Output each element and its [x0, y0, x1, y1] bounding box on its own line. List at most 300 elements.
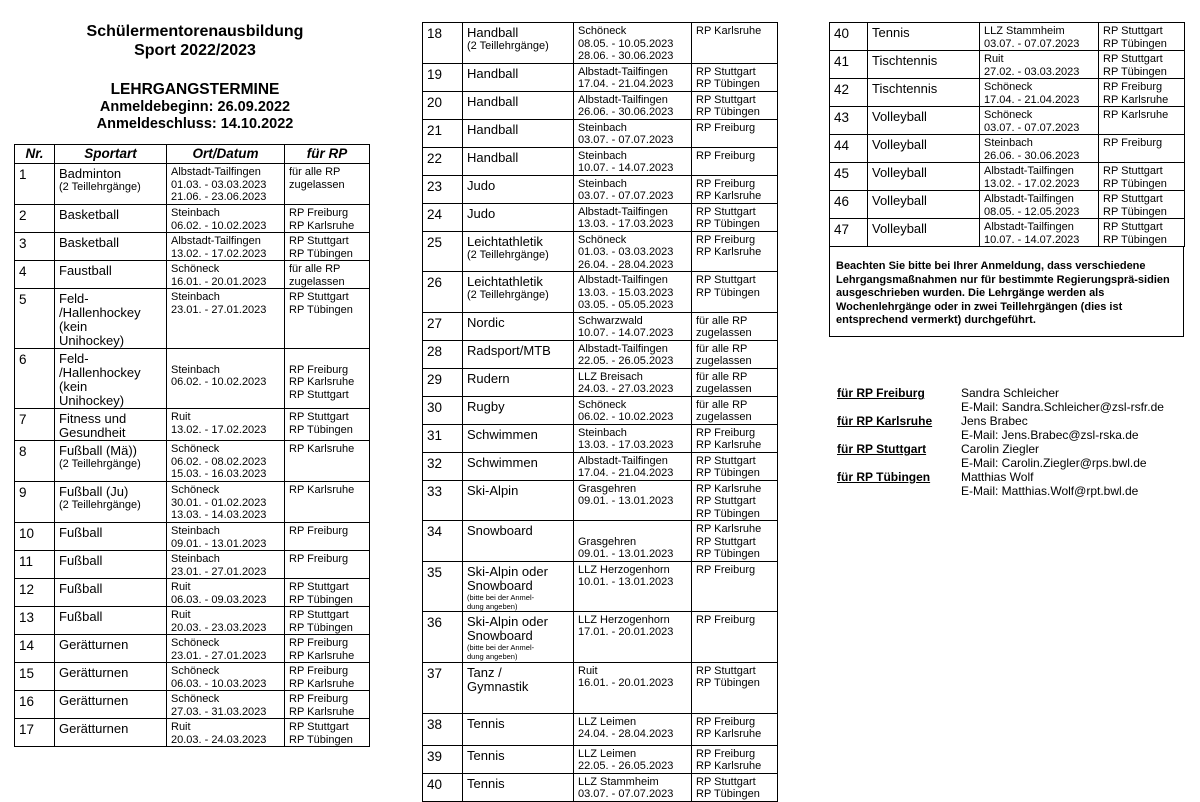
- course-location-date: [574, 231, 692, 272]
- course-sport: [55, 691, 167, 719]
- course-rp: [1099, 23, 1185, 51]
- course-rp: [1099, 51, 1185, 79]
- course-location-date: [574, 521, 692, 562]
- table-row: [15, 289, 370, 349]
- course-number: [830, 79, 868, 107]
- course-rp: [285, 691, 370, 719]
- course-number-text: 34: [427, 524, 443, 539]
- course-sport-text: Tennis: [872, 25, 910, 40]
- course-number: [15, 691, 55, 719]
- table-row: [423, 147, 778, 175]
- registration-end: Anmeldeschluss: 14.10.2022: [96, 116, 294, 132]
- course-number: [15, 523, 55, 551]
- course-location-date-text: Schöneck 06.03. - 10.03.2023: [171, 665, 267, 690]
- header-rp: für RP: [285, 145, 370, 164]
- table-row: [423, 312, 778, 340]
- course-sport: [463, 424, 574, 452]
- contact-freiburg: [837, 386, 1164, 414]
- table-row: [15, 233, 370, 261]
- course-sport-text: Tanz / Gymnastik: [467, 664, 529, 694]
- course-sport-text: Judo: [467, 205, 496, 221]
- course-rp: [285, 349, 370, 409]
- course-sport: [463, 521, 574, 562]
- course-rp-text: RP Karlsruhe: [696, 25, 762, 37]
- table-row: [423, 424, 778, 452]
- course-sport-text: Ski-Alpin oder Snowboard: [467, 613, 548, 643]
- course-sport-text: Ski-Alpin oder Snowboard: [467, 563, 548, 593]
- table-row: [423, 203, 778, 231]
- course-number: [423, 63, 463, 91]
- contact-email: E-Mail: Carolin.Ziegler@rps.bwl.de: [961, 456, 1147, 470]
- course-sport-sub: (2 Teillehrgänge): [59, 499, 141, 511]
- course-location-date-text: Albstadt-Tailfingen 08.05. - 12.05.2023: [984, 193, 1080, 218]
- table-row: [423, 340, 778, 368]
- table-row: [15, 607, 370, 635]
- course-location-date-text: Ruit 16.01. - 20.01.2023: [578, 664, 674, 689]
- table-row: [423, 773, 778, 801]
- course-location-date-text: LLZ Stammheim 03.07. - 07.07.2023: [578, 775, 674, 800]
- course-number-text: 44: [834, 138, 850, 153]
- table-row: [15, 205, 370, 233]
- table-row: [15, 164, 370, 205]
- course-location-date: [980, 23, 1099, 51]
- course-location-date-text: Albstadt-Tailfingen 17.04. - 21.04.2023: [578, 454, 674, 479]
- course-sport-text: Tischtennis: [872, 53, 938, 68]
- course-sport-text: Handball: [467, 65, 519, 81]
- course-rp-text: RP Freiburg RP Karlsruhe: [289, 693, 355, 718]
- course-sport-text: Leichtathletik: [467, 274, 543, 289]
- course-sport-text: Badminton: [59, 166, 122, 181]
- course-sport: [55, 607, 167, 635]
- course-sport-text: Handball: [467, 93, 519, 109]
- table-row: [15, 523, 370, 551]
- course-rp-text: RP Stuttgart RP Tübingen: [289, 609, 353, 634]
- course-rp-text: RP Freiburg RP Karlsruhe: [696, 426, 762, 451]
- course-number-text: 43: [834, 110, 850, 125]
- course-rp: [692, 611, 778, 662]
- course-location-date-text: Albstadt-Tailfingen 01.03. - 03.03.2023 21.06. - 23.06.2023: [171, 166, 267, 203]
- course-rp-text: RP Karlsruhe: [289, 443, 355, 455]
- table-row: [15, 635, 370, 663]
- contact-region: für RP Stuttgart: [837, 442, 927, 456]
- course-sport-sub: (2 Teillehrgänge): [467, 248, 549, 261]
- course-rp: [692, 424, 778, 452]
- course-sport: [463, 175, 574, 203]
- course-location-date: [167, 607, 285, 635]
- course-location-date: [574, 713, 692, 745]
- contact-region: für RP Freiburg: [837, 386, 925, 400]
- contact-email: E-Mail: Sandra.Schleicher@zsl-rsfr.de: [961, 400, 1164, 414]
- course-number-text: 11: [19, 554, 34, 569]
- course-number-text: 18: [427, 26, 443, 41]
- course-sport: [463, 119, 574, 147]
- course-number: [423, 312, 463, 340]
- course-sport: [55, 635, 167, 663]
- contact-name: Jens Brabec: [961, 414, 1028, 428]
- course-sport: [868, 79, 980, 107]
- course-location-date-text: Schwarzwald 10.07. - 14.07.2023: [578, 314, 674, 339]
- course-location-date: [167, 233, 285, 261]
- course-location-date-text: Steinbach 03.07. - 07.07.2023: [578, 177, 674, 202]
- course-number: [15, 205, 55, 233]
- course-location-date-text: Schöneck 01.03. - 03.03.2023 26.04. - 28.04.2023: [578, 233, 674, 271]
- course-sport-sub: (2 Teillehrgänge): [59, 458, 141, 470]
- course-number: [15, 409, 55, 441]
- course-number: [423, 745, 463, 773]
- table-row: [15, 409, 370, 441]
- course-rp-text: RP Freiburg RP Karlsruhe RP Stuttgart: [289, 363, 355, 401]
- course-sport-text: Fußball (Mä)): [59, 443, 138, 458]
- course-rp: [692, 368, 778, 396]
- course-number-text: 46: [834, 194, 850, 209]
- course-location-date-text: Grasgehren 09.01. - 13.01.2023: [578, 535, 674, 560]
- contact-name: Matthias Wolf: [961, 470, 1034, 484]
- course-rp-text: RP Stuttgart RP Tübingen: [696, 205, 760, 230]
- course-number-text: 16: [19, 694, 35, 709]
- course-sport-text: Tischtennis: [872, 81, 938, 96]
- course-number: [15, 441, 55, 482]
- document-subtitle: [14, 80, 376, 133]
- table-row: [423, 175, 778, 203]
- course-location-date-text: LLZ Leimen 24.04. - 28.04.2023: [578, 715, 674, 740]
- course-sport: [55, 289, 167, 349]
- table-row: [830, 163, 1185, 191]
- table-row: [15, 349, 370, 409]
- course-sport: [868, 23, 980, 51]
- course-rp: [692, 23, 778, 64]
- contact-region: für RP Tübingen: [837, 470, 931, 484]
- course-location-date: [574, 91, 692, 119]
- course-sport-text: Fitness und Gesundheit: [59, 411, 127, 440]
- course-number: [15, 719, 55, 747]
- course-rp-text: RP Stuttgart RP Tübingen: [696, 454, 760, 479]
- course-location-date: [574, 396, 692, 424]
- course-location-date-text: Schöneck 06.02. - 10.02.2023: [578, 398, 674, 423]
- course-sport: [55, 205, 167, 233]
- course-location-date: [574, 63, 692, 91]
- table-row: [423, 63, 778, 91]
- course-rp: [1099, 219, 1185, 247]
- course-sport: [463, 340, 574, 368]
- course-location-date: [167, 205, 285, 233]
- course-number-text: 42: [834, 82, 850, 97]
- course-sport: [868, 219, 980, 247]
- course-rp-text: RP Freiburg RP Karlsruhe: [289, 207, 355, 232]
- course-number: [423, 396, 463, 424]
- course-sport: [55, 261, 167, 289]
- course-rp: [1099, 163, 1185, 191]
- course-rp-text: RP Freiburg: [289, 553, 349, 565]
- course-sport-text: Volleyball: [872, 137, 927, 152]
- course-location-date: [574, 119, 692, 147]
- course-location-date-text: Schöneck 08.05. - 10.05.2023 28.06. - 30.06.2023: [578, 25, 674, 62]
- table-row: [423, 480, 778, 521]
- course-sport-text: Rudern: [467, 370, 510, 386]
- course-number-text: 26: [427, 275, 443, 290]
- course-sport: [463, 773, 574, 801]
- course-number: [830, 107, 868, 135]
- course-rp: [285, 551, 370, 579]
- course-location-date: [980, 135, 1099, 163]
- course-rp-text: RP Stuttgart RP Tübingen: [1103, 165, 1167, 190]
- course-number: [830, 51, 868, 79]
- course-location-date: [167, 289, 285, 349]
- course-rp: [285, 289, 370, 349]
- course-sport-text: Gerätturnen: [59, 721, 129, 736]
- course-sport: [463, 203, 574, 231]
- course-number: [423, 424, 463, 452]
- course-sport-text: Schwimmen: [467, 454, 538, 470]
- course-rp-text: RP Stuttgart RP Tübingen: [696, 664, 760, 689]
- course-number-text: 40: [834, 26, 850, 41]
- course-number: [830, 219, 868, 247]
- course-location-date-text: Grasgehren 09.01. - 13.01.2023: [578, 482, 674, 507]
- course-location-date-text: Albstadt-Tailfingen 10.07. - 14.07.2023: [984, 221, 1080, 246]
- course-location-date: [574, 662, 692, 713]
- course-number: [423, 340, 463, 368]
- table-row: [15, 719, 370, 747]
- course-number-text: 27: [427, 315, 443, 331]
- course-number-text: 2: [19, 208, 27, 223]
- course-rp-text: RP Stuttgart RP Tübingen: [289, 411, 353, 436]
- header-nr: Nr.: [15, 145, 55, 164]
- course-location-date-text: LLZ Herzogenhorn 17.01. - 20.01.2023: [578, 613, 674, 638]
- contact-region: für RP Karlsruhe: [837, 414, 933, 428]
- course-sport: [463, 745, 574, 773]
- course-sport-text: Fußball: [59, 525, 103, 540]
- course-sport-text: Radsport/MTB: [467, 342, 551, 358]
- course-location-date: [574, 272, 692, 313]
- course-sport: [463, 312, 574, 340]
- table-row: [830, 51, 1185, 79]
- course-rp-text: RP Karlsruhe RP Stuttgart RP Tübingen: [696, 523, 762, 560]
- course-location-date: [167, 482, 285, 523]
- course-rp: [692, 452, 778, 480]
- course-number-text: 20: [427, 94, 443, 110]
- table-row: [830, 107, 1185, 135]
- course-sport: [868, 191, 980, 219]
- course-number-text: 24: [427, 206, 443, 222]
- course-number-text: 1: [19, 167, 27, 182]
- contact-stuttgart: [837, 442, 1164, 470]
- course-number-text: 6: [19, 352, 27, 367]
- course-rp: [692, 662, 778, 713]
- course-rp-text: RP Stuttgart RP Tübingen: [696, 93, 760, 118]
- table-row: [423, 231, 778, 272]
- course-rp-text: RP Stuttgart RP Tübingen: [696, 274, 760, 299]
- course-sport-text: Tennis: [467, 715, 505, 731]
- course-number: [423, 175, 463, 203]
- course-number-text: 36: [427, 614, 443, 630]
- course-rp-text: RP Freiburg: [1103, 137, 1163, 149]
- course-rp-text: für alle RP zugelassen: [696, 314, 752, 339]
- course-location-date-text: Ruit 20.03. - 23.03.2023: [171, 609, 267, 634]
- course-sport-text: Gerätturnen: [59, 693, 129, 708]
- course-rp-text: für alle RP zugelassen: [696, 370, 752, 395]
- course-rp: [285, 607, 370, 635]
- course-sport: [868, 135, 980, 163]
- contact-email: E-Mail: Jens.Brabec@zsl-rska.de: [961, 428, 1139, 442]
- table-row: [830, 79, 1185, 107]
- header-sport: Sportart: [55, 145, 167, 164]
- document-title: [14, 22, 376, 60]
- course-rp: [692, 175, 778, 203]
- course-number: [15, 551, 55, 579]
- course-number: [423, 23, 463, 64]
- course-number-text: 22: [427, 150, 443, 166]
- course-rp: [692, 63, 778, 91]
- course-number-text: 37: [427, 665, 443, 681]
- contact-tuebingen: [837, 470, 1164, 498]
- course-number-text: 5: [19, 292, 27, 307]
- table-row: [423, 91, 778, 119]
- course-location-date-text: Steinbach 13.03. - 17.03.2023: [578, 426, 674, 451]
- course-sport-text: Tennis: [467, 775, 505, 791]
- course-sport-text: Leichtathletik: [467, 233, 543, 249]
- course-sport: [463, 452, 574, 480]
- course-sport-text: Handball: [467, 25, 519, 40]
- course-sport-sub: (2 Teillehrgänge): [59, 181, 141, 193]
- course-rp: [692, 745, 778, 773]
- course-sport-text: Feld- /Hallenhockey (kein Unihockey): [59, 351, 141, 408]
- course-location-date: [167, 551, 285, 579]
- table-row: [15, 579, 370, 607]
- course-location-date-text: Albstadt-Tailfingen 26.06. - 30.06.2023: [578, 93, 674, 118]
- course-location-date: [574, 480, 692, 521]
- course-sport: [463, 63, 574, 91]
- course-rp-text: RP Stuttgart RP Tübingen: [289, 235, 353, 260]
- table-row: [423, 745, 778, 773]
- contact-name: Sandra Schleicher: [961, 386, 1060, 400]
- course-location-date: [574, 424, 692, 452]
- course-sport: [55, 551, 167, 579]
- course-sport-text: Basketball: [59, 207, 119, 222]
- course-sport: [463, 561, 574, 611]
- course-number: [423, 521, 463, 562]
- course-location-date-text: LLZ Breisach 24.03. - 27.03.2023: [578, 370, 674, 395]
- course-location-date-text: Albstadt-Tailfingen 22.05. - 26.05.2023: [578, 342, 674, 367]
- table-row: [423, 662, 778, 713]
- course-number-text: 9: [19, 485, 27, 500]
- course-rp: [692, 203, 778, 231]
- course-rp: [692, 91, 778, 119]
- course-sport: [463, 480, 574, 521]
- course-rp: [285, 635, 370, 663]
- course-location-date-text: Steinbach 23.01. - 27.01.2023: [171, 553, 267, 578]
- course-rp: [692, 561, 778, 611]
- course-sport: [463, 368, 574, 396]
- course-location-date: [574, 773, 692, 801]
- course-location-date: [980, 163, 1099, 191]
- course-rp: [692, 713, 778, 745]
- table-row: [15, 663, 370, 691]
- course-sport-text: Feld- /Hallenhockey (kein Unihockey): [59, 291, 141, 348]
- course-sport-note: (bitte bei der Anmel- dung angeben): [467, 592, 535, 611]
- course-number-text: 45: [834, 166, 850, 181]
- course-location-date-text: Steinbach 06.02. - 10.02.2023: [171, 207, 267, 232]
- course-location-date: [167, 523, 285, 551]
- course-sport: [868, 51, 980, 79]
- course-rp-text: RP Stuttgart RP Tübingen: [1103, 221, 1167, 246]
- table-row: [830, 219, 1185, 247]
- course-sport: [55, 719, 167, 747]
- course-number: [423, 452, 463, 480]
- course-location-date: [167, 261, 285, 289]
- course-location-date-text: LLZ Herzogenhorn 10.01. - 13.01.2023: [578, 563, 674, 588]
- course-sport: [868, 107, 980, 135]
- course-number: [423, 773, 463, 801]
- course-rp: [692, 340, 778, 368]
- table-header: [15, 145, 370, 164]
- course-number-text: 30: [427, 399, 443, 415]
- course-sport: [868, 163, 980, 191]
- course-rp: [692, 521, 778, 562]
- course-sport-text: Ski-Alpin: [467, 482, 519, 498]
- course-sport-note: (bitte bei der Anmel- dung angeben): [467, 642, 535, 661]
- course-rp-text: RP Freiburg: [696, 149, 756, 162]
- course-number: [15, 349, 55, 409]
- course-sport: [463, 713, 574, 745]
- registration-start: Anmeldebeginn: 26.09.2022: [99, 99, 291, 115]
- course-number-text: 39: [427, 748, 443, 764]
- course-rp: [692, 480, 778, 521]
- course-location-date: [574, 23, 692, 64]
- course-rp-text: RP Freiburg RP Karlsruhe: [1103, 81, 1169, 106]
- course-location-date: [167, 719, 285, 747]
- course-rp-text: RP Karlsruhe: [1103, 109, 1169, 121]
- course-rp: [692, 231, 778, 272]
- course-number: [15, 607, 55, 635]
- course-rp: [285, 719, 370, 747]
- course-location-date: [167, 691, 285, 719]
- course-number-text: 7: [19, 412, 27, 427]
- course-location-date: [167, 349, 285, 409]
- course-number-text: 25: [427, 234, 443, 250]
- course-location-date-text: Ruit 20.03. - 24.03.2023: [171, 721, 267, 746]
- table-row: [15, 551, 370, 579]
- course-rp-text: RP Freiburg: [696, 121, 756, 134]
- course-location-date: [167, 579, 285, 607]
- course-sport-text: Volleyball: [872, 165, 927, 180]
- course-number-text: 3: [19, 236, 27, 251]
- course-location-date-text: Ruit 27.02. - 03.03.2023: [984, 53, 1080, 78]
- course-rp: [1099, 191, 1185, 219]
- contact-name: Carolin Ziegler: [961, 442, 1040, 456]
- contact-karlsruhe: [837, 414, 1164, 442]
- course-number: [423, 203, 463, 231]
- course-rp: [692, 312, 778, 340]
- course-sport-text: Snowboard: [467, 523, 533, 538]
- table-row: [423, 713, 778, 745]
- course-number-text: 14: [19, 638, 35, 653]
- course-number-text: 23: [427, 178, 443, 194]
- course-number: [15, 261, 55, 289]
- course-table-left: [14, 144, 370, 747]
- course-sport-text: Nordic: [467, 314, 505, 330]
- course-location-date-text: Schöneck 30.01. - 01.02.2023 13.03. - 14.03.2023: [171, 484, 267, 521]
- course-number-text: 35: [427, 564, 443, 580]
- course-location-date-text: Schöneck 27.03. - 31.03.2023: [171, 693, 267, 718]
- course-location-date: [167, 663, 285, 691]
- course-sport-text: Tennis: [467, 747, 505, 763]
- course-rp: [285, 441, 370, 482]
- course-location-date-text: Schöneck 06.02. - 08.02.2023 15.03. - 16.03.2023: [171, 443, 267, 480]
- course-number: [15, 289, 55, 349]
- course-location-date-text: Albstadt-Tailfingen 13.02. - 17.02.2023: [984, 165, 1080, 190]
- course-rp: [285, 523, 370, 551]
- course-number: [830, 23, 868, 51]
- course-location-date: [980, 79, 1099, 107]
